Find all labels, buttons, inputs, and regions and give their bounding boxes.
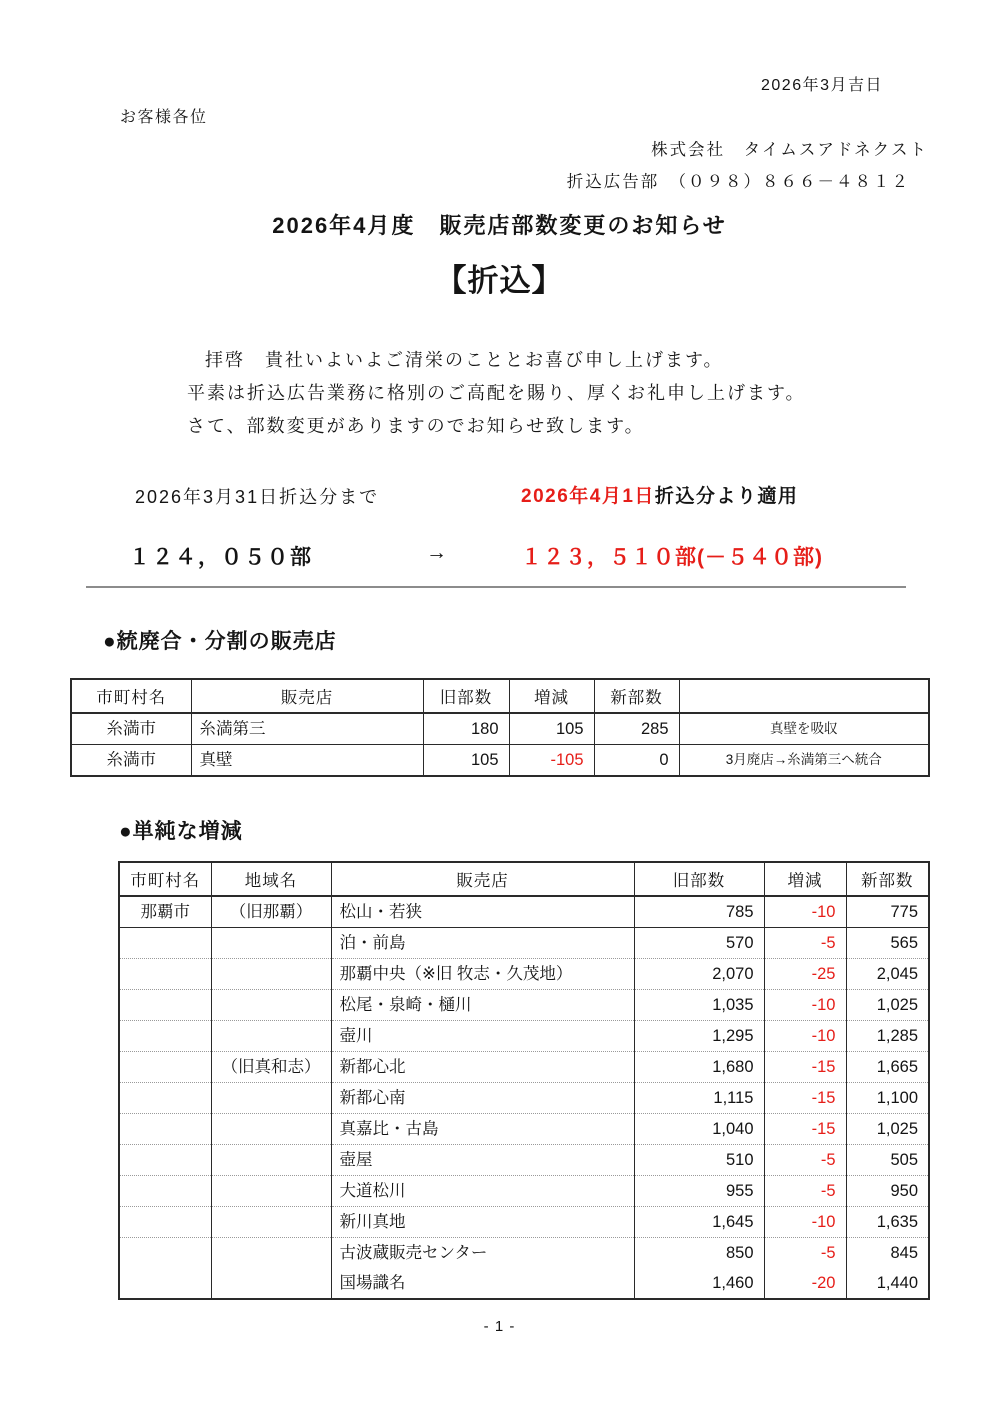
col-header-new: 新部数 bbox=[846, 862, 929, 896]
table-row bbox=[71, 713, 929, 745]
cell-new: 505 bbox=[846, 1145, 929, 1176]
cell-city bbox=[119, 990, 211, 1021]
arrow-right-icon: → bbox=[426, 541, 447, 564]
cell-change: -10 bbox=[764, 990, 846, 1021]
cell-new: 1,285 bbox=[846, 1021, 929, 1052]
cell-change: -10 bbox=[764, 1021, 846, 1052]
cell-city bbox=[119, 1176, 211, 1207]
cell-new: 1,440 bbox=[846, 1268, 929, 1299]
cell-old: 1,040 bbox=[634, 1114, 764, 1145]
table-row bbox=[119, 959, 929, 990]
cell-area bbox=[211, 1021, 331, 1052]
cell-area bbox=[211, 1145, 331, 1176]
cell-change: 105 bbox=[509, 713, 594, 745]
col-header-area: 地域名 bbox=[211, 862, 331, 896]
cell-new: 565 bbox=[846, 928, 929, 959]
issue-date: 2026年3月吉日 bbox=[761, 77, 883, 94]
after-copy-count: １２３，５１０部(－５４０部) bbox=[521, 546, 823, 569]
col-header-store: 販売店 bbox=[331, 862, 634, 896]
cell-change: -25 bbox=[764, 959, 846, 990]
horizontal-divider bbox=[86, 586, 906, 588]
cell-new: 845 bbox=[846, 1238, 929, 1269]
cell-old: 510 bbox=[634, 1145, 764, 1176]
cell-area bbox=[211, 1083, 331, 1114]
cell-city bbox=[119, 959, 211, 990]
cell-change: -10 bbox=[764, 1207, 846, 1238]
department-phone: 折込広告部 （０９８）８６６－４８１２ bbox=[566, 173, 910, 191]
company-name: 株式会社 タイムスアドネクスト bbox=[651, 141, 928, 159]
table-row bbox=[119, 1176, 929, 1207]
col-header-old: 旧部数 bbox=[634, 862, 764, 896]
cell-change: -5 bbox=[764, 1145, 846, 1176]
cell-new: 2,045 bbox=[846, 959, 929, 990]
cell-old: 180 bbox=[423, 713, 509, 745]
cell-store: 松尾・泉崎・樋川 bbox=[331, 990, 634, 1021]
after-period-date: 2026年4月1日 bbox=[521, 486, 655, 507]
page-subtitle: 【折込】 bbox=[435, 263, 564, 298]
page-title: 2026年4月度 販売店部数変更のお知らせ bbox=[272, 213, 727, 238]
cell-old: 1,035 bbox=[634, 990, 764, 1021]
cell-area bbox=[211, 928, 331, 959]
col-header-change: 増減 bbox=[764, 862, 846, 896]
cell-old: 1,680 bbox=[634, 1052, 764, 1083]
cell-store: 糸満第三 bbox=[191, 713, 423, 745]
cell-store: 松山・若狭 bbox=[331, 896, 634, 928]
cell-area bbox=[211, 1176, 331, 1207]
cell-city bbox=[119, 1052, 211, 1083]
cell-new: 950 bbox=[846, 1176, 929, 1207]
cell-old: 1,295 bbox=[634, 1021, 764, 1052]
table-row bbox=[119, 1021, 929, 1052]
table-header-row bbox=[119, 862, 929, 896]
cell-old: 1,460 bbox=[634, 1268, 764, 1299]
cell-new: 775 bbox=[846, 896, 929, 928]
page-number: - 1 - bbox=[483, 1318, 516, 1335]
greeting-line: さて、部数変更がありますのでお知らせ致します。 bbox=[187, 416, 645, 436]
cell-store: 泊・前島 bbox=[331, 928, 634, 959]
cell-old: 105 bbox=[423, 745, 509, 777]
section-heading-consolidation: ●統廃合・分割の販売店 bbox=[103, 630, 337, 653]
addressee: お客様各位 bbox=[120, 109, 208, 126]
cell-area bbox=[211, 1207, 331, 1238]
cell-store: 新川真地 bbox=[331, 1207, 634, 1238]
table-row bbox=[119, 990, 929, 1021]
cell-old: 955 bbox=[634, 1176, 764, 1207]
cell-change: -15 bbox=[764, 1114, 846, 1145]
cell-new: 1,100 bbox=[846, 1083, 929, 1114]
cell-old: 785 bbox=[634, 896, 764, 928]
section-heading-simple-changes: ●単純な増減 bbox=[119, 820, 243, 843]
cell-new: 0 bbox=[594, 745, 679, 777]
table-row bbox=[119, 896, 929, 928]
cell-store: 古波蔵販売センター bbox=[331, 1238, 634, 1269]
table-row bbox=[119, 1052, 929, 1083]
col-header-city: 市町村名 bbox=[71, 679, 191, 713]
cell-change: -5 bbox=[764, 1176, 846, 1207]
cell-store: 壺川 bbox=[331, 1021, 634, 1052]
table-row bbox=[119, 1083, 929, 1114]
after-period-label bbox=[521, 481, 798, 508]
cell-city bbox=[119, 1145, 211, 1176]
cell-new: 1,665 bbox=[846, 1052, 929, 1083]
col-header-change: 増減 bbox=[509, 679, 594, 713]
cell-city: 那覇市 bbox=[119, 896, 211, 928]
greeting-line: 平素は折込広告業務に格別のご高配を賜り、厚くお礼申し上げます。 bbox=[187, 383, 806, 403]
cell-city bbox=[119, 1268, 211, 1299]
cell-change: -105 bbox=[509, 745, 594, 777]
consolidation-table bbox=[70, 678, 930, 777]
cell-store: 真壁 bbox=[191, 745, 423, 777]
cell-new: 1,635 bbox=[846, 1207, 929, 1238]
col-header-note bbox=[679, 679, 929, 713]
cell-store: 国場識名 bbox=[331, 1268, 634, 1299]
cell-area bbox=[211, 1114, 331, 1145]
table-row bbox=[119, 1268, 929, 1299]
col-header-new: 新部数 bbox=[594, 679, 679, 713]
cell-city bbox=[119, 1207, 211, 1238]
cell-note: 真壁を吸収 bbox=[679, 713, 929, 745]
before-period-label: 2026年3月31日折込分まで bbox=[135, 487, 380, 507]
before-copy-count: １２４，０５０部 bbox=[129, 546, 313, 569]
cell-city bbox=[119, 1114, 211, 1145]
cell-change: -15 bbox=[764, 1052, 846, 1083]
cell-store: 那覇中央（※旧 牧志・久茂地） bbox=[331, 959, 634, 990]
cell-new: 285 bbox=[594, 713, 679, 745]
simple-changes-table bbox=[118, 861, 930, 1300]
table-row bbox=[119, 928, 929, 959]
cell-store: 新都心南 bbox=[331, 1083, 634, 1114]
cell-change: -15 bbox=[764, 1083, 846, 1114]
cell-city: 糸満市 bbox=[71, 713, 191, 745]
cell-city bbox=[119, 1238, 211, 1269]
cell-store: 壺屋 bbox=[331, 1145, 634, 1176]
cell-new: 1,025 bbox=[846, 990, 929, 1021]
cell-old: 1,645 bbox=[634, 1207, 764, 1238]
cell-note: 3月廃店→糸満第三へ統合 bbox=[679, 745, 929, 777]
table-row bbox=[119, 1145, 929, 1176]
greeting-line: 拝啓 貴社いよいよご清栄のこととお喜び申し上げます。 bbox=[205, 350, 724, 370]
cell-area: （旧那覇） bbox=[211, 896, 331, 928]
col-header-old: 旧部数 bbox=[423, 679, 509, 713]
table-header-row bbox=[71, 679, 929, 713]
cell-city bbox=[119, 1021, 211, 1052]
table-row bbox=[119, 1207, 929, 1238]
table-row bbox=[71, 745, 929, 777]
cell-store: 新都心北 bbox=[331, 1052, 634, 1083]
cell-old: 570 bbox=[634, 928, 764, 959]
cell-city bbox=[119, 928, 211, 959]
cell-area: （旧真和志） bbox=[211, 1052, 331, 1083]
cell-city bbox=[119, 1083, 211, 1114]
col-header-store: 販売店 bbox=[191, 679, 423, 713]
cell-area bbox=[211, 1268, 331, 1299]
cell-area bbox=[211, 990, 331, 1021]
cell-store: 大道松川 bbox=[331, 1176, 634, 1207]
cell-area bbox=[211, 959, 331, 990]
cell-old: 850 bbox=[634, 1238, 764, 1269]
cell-change: -5 bbox=[764, 1238, 846, 1269]
col-header-city: 市町村名 bbox=[119, 862, 211, 896]
cell-change: -5 bbox=[764, 928, 846, 959]
table-row bbox=[119, 1238, 929, 1269]
after-period-suffix: 折込分より適用 bbox=[654, 486, 799, 507]
cell-area bbox=[211, 1238, 331, 1269]
cell-old: 2,070 bbox=[634, 959, 764, 990]
table-row bbox=[119, 1114, 929, 1145]
cell-change: -20 bbox=[764, 1268, 846, 1299]
greeting-paragraph bbox=[187, 344, 806, 443]
cell-city: 糸満市 bbox=[71, 745, 191, 777]
cell-new: 1,025 bbox=[846, 1114, 929, 1145]
cell-old: 1,115 bbox=[634, 1083, 764, 1114]
cell-change: -10 bbox=[764, 896, 846, 928]
cell-store: 真嘉比・古島 bbox=[331, 1114, 634, 1145]
